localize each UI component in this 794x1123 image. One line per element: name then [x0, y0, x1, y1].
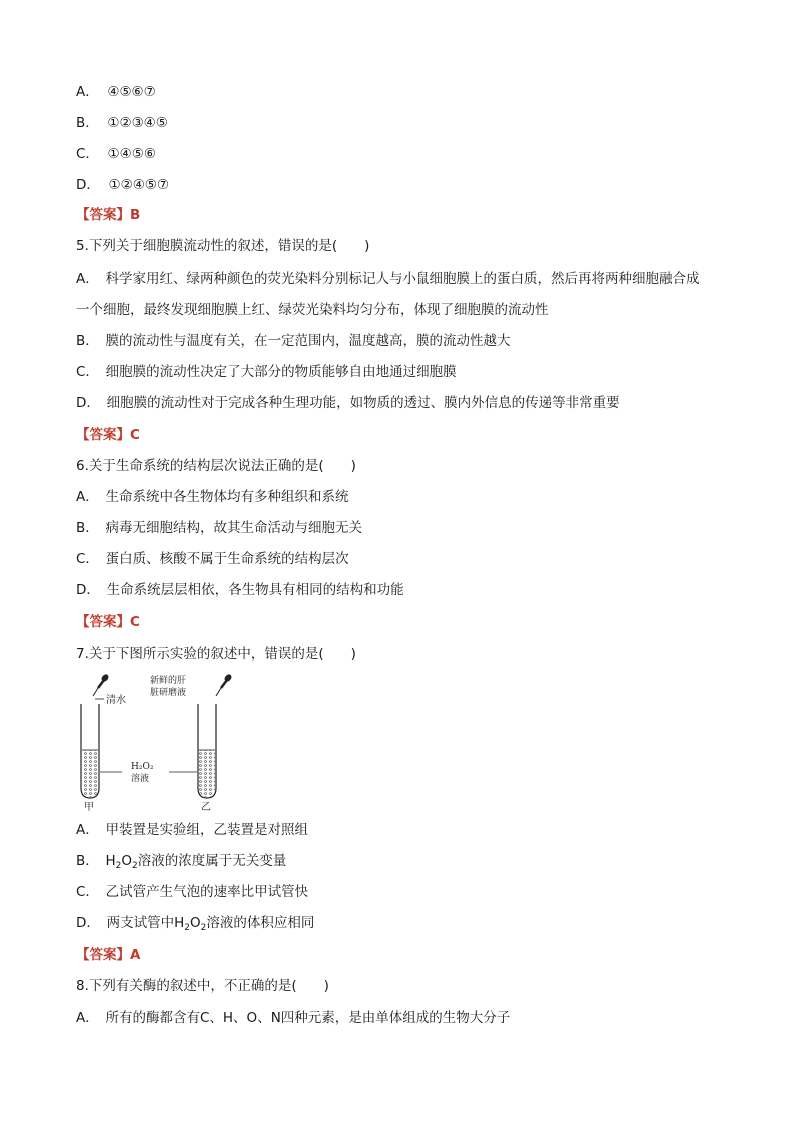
- q8-option-a: A． 所有的酶都含有C、H、O、N四种元素，是由单体组成的生物大分子: [76, 1010, 511, 1026]
- label-tube-right: 乙: [201, 802, 211, 813]
- subscript: 2: [184, 923, 191, 933]
- q7-option-d: [76, 914, 314, 937]
- label-tube-left: 甲: [84, 802, 94, 813]
- q7-figure: [74, 672, 244, 814]
- option-prefix: C．: [76, 146, 99, 162]
- option-prefix: A．: [76, 84, 99, 100]
- label-water: 清水: [106, 695, 126, 706]
- q5-option-d: D． 细胞膜的流动性对于完成各种生理功能，如物质的透过、膜内外信息的传递等非常重要: [76, 395, 620, 411]
- q6-option-d: D． 生命系统层层相依，各生物具有相同的结构和功能: [76, 582, 404, 598]
- text-seg: D． 两支试管中H: [76, 915, 185, 931]
- subscript: 2: [200, 923, 207, 933]
- option-prefix: B．: [76, 115, 99, 131]
- option-text: ①②③④⑤: [107, 115, 168, 131]
- q8-stem: 8.下列有关酶的叙述中，不正确的是( ): [76, 978, 329, 994]
- q7-option-c: C． 乙试管产生气泡的速率比甲试管快: [76, 884, 309, 900]
- q6-stem: 6.关于生命系统的结构层次说法正确的是( ): [76, 458, 356, 474]
- dropper-left-icon: [93, 673, 110, 696]
- label-h2o2-2: 溶液: [131, 774, 150, 784]
- q5-option-a-line1: A． 科学家用红、绿两种颜色的荧光染料分别标记人与小鼠细胞膜上的蛋白质，然后再将两种细胞融合成: [76, 271, 700, 287]
- label-h2o2-1: H₂O₂: [131, 762, 154, 772]
- q6-answer: 【答案】C: [76, 614, 140, 630]
- q6-option-a: A． 生命系统中各生物体均有多种组织和系统: [76, 489, 349, 505]
- test-tube-right: [198, 704, 216, 798]
- q5-stem: 5.下列关于细胞膜流动性的叙述，错误的是( ): [76, 238, 370, 254]
- subscript: 2: [132, 861, 138, 871]
- text-seg: O: [121, 853, 133, 869]
- q7-option-b: [76, 852, 286, 875]
- dropper-right-icon: [216, 673, 233, 696]
- q4-option-d: [76, 176, 169, 194]
- label-liver-2: 脏研磨液: [150, 688, 187, 698]
- q6-option-c: C． 蛋白质、核酸不属于生命系统的结构层次: [76, 551, 349, 567]
- q5-answer: 【答案】C: [76, 427, 140, 443]
- q4-answer: 【答案】B: [76, 207, 141, 223]
- subscript: 2: [115, 861, 122, 871]
- q5-option-b: B． 膜的流动性与温度有关，在一定范围内，温度越高，膜的流动性越大: [76, 333, 511, 349]
- q7-stem: 7.关于下图所示实验的叙述中，错误的是( ): [76, 646, 356, 662]
- q5-option-c: C． 细胞膜的流动性决定了大部分的物质能够自由地通过细胞膜: [76, 364, 457, 380]
- q7-answer: 【答案】A: [76, 947, 141, 963]
- q4-option-b: [76, 114, 168, 132]
- q4-option-c: [76, 145, 156, 163]
- q4-option-a: [76, 83, 156, 101]
- text-seg: B． H: [76, 853, 116, 869]
- q6-option-b: B． 病毒无细胞结构，故其生命活动与细胞无关: [76, 520, 363, 536]
- label-liver-1: 新鲜的肝: [150, 676, 187, 686]
- option-prefix: D．: [76, 177, 100, 193]
- test-tube-left: [81, 704, 99, 798]
- text-seg: 溶液的体积应相同: [206, 915, 315, 931]
- text-seg: 溶液的浓度属于无关变量: [137, 853, 287, 869]
- option-text: ④⑤⑥⑦: [107, 84, 156, 100]
- q7-option-a: A． 甲装置是实验组，乙装置是对照组: [76, 822, 308, 838]
- q5-option-a-line2: 一个细胞，最终发现细胞膜上红、绿荧光染料均匀分布，体现了细胞膜的流动性: [76, 302, 549, 318]
- text-seg: O: [190, 915, 201, 931]
- option-text: ①②④⑤⑦: [108, 177, 170, 193]
- option-text: ①④⑤⑥: [107, 146, 156, 162]
